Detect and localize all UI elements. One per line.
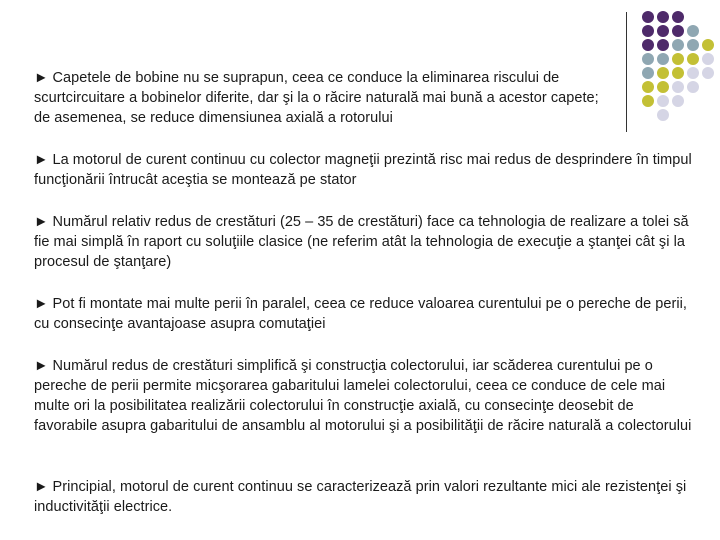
bullet-paragraph-1	[34, 68, 614, 128]
bullet-paragraph-6	[34, 477, 694, 517]
dot	[642, 53, 654, 65]
bullet-marker: ►	[34, 296, 49, 312]
dot	[642, 81, 654, 93]
paragraph-text: La motorul de curent continuu cu colector magneţii prezintă risc mai redus de desprindere în timpul funcţionării întrucât aceştia se montează pe stator	[34, 152, 692, 188]
dot	[657, 81, 669, 93]
bullet-paragraph-3	[34, 212, 696, 272]
paragraph-text: Numărul redus de crestături simplifică şi construcţia colectorului, iar scăderea curentului pe o pereche de perii permite micşorarea gabaritului lamelei colectorului, ceea ce conduce de cele mai multe ori la posibilitatea realizării colectorului în construcţie axială, cu consecinţe deosebit de favorabile asupra gabaritului de ansamblu al motorului şi a posibilităţii de răcire naturală a colectorului	[34, 358, 692, 434]
dot	[702, 53, 714, 65]
dot	[657, 53, 669, 65]
bullet-marker: ►	[34, 358, 49, 374]
dot	[672, 39, 684, 51]
dot	[702, 39, 714, 51]
dot	[672, 53, 684, 65]
dot	[657, 109, 669, 121]
dot	[657, 11, 669, 23]
dot	[642, 67, 654, 79]
dot	[687, 67, 699, 79]
bullet-marker: ►	[34, 70, 49, 86]
dot	[642, 95, 654, 107]
bullet-paragraph-2	[34, 150, 694, 190]
dot	[687, 25, 699, 37]
dot	[702, 67, 714, 79]
dot	[642, 11, 654, 23]
dot	[672, 95, 684, 107]
dot	[672, 81, 684, 93]
vertical-divider-line	[626, 12, 627, 132]
paragraph-text: Numărul relativ redus de crestături (25 – 35 de crestături) face ca tehnologia de realizare a tolei să fie mai simplă în raport cu soluţiile clasice (ne referim atât la tehnologia de execuţie a ştanţei cât şi la procesul de ştanţare)	[34, 214, 689, 270]
dot	[642, 39, 654, 51]
bullet-marker: ►	[34, 152, 49, 168]
bullet-paragraph-4	[34, 294, 694, 334]
dot	[672, 67, 684, 79]
paragraph-text: Pot fi montate mai multe perii în paralel, ceea ce reduce valoarea curentului pe o pereche de perii, cu consecinţe avantajoase asupra comutaţiei	[34, 296, 687, 332]
dot	[657, 67, 669, 79]
dot	[687, 53, 699, 65]
dot	[687, 39, 699, 51]
bullet-marker: ►	[34, 214, 49, 230]
dot	[642, 25, 654, 37]
bullet-marker: ►	[34, 479, 49, 495]
paragraph-text: Capetele de bobine nu se suprapun, ceea ce conduce la eliminarea riscului de scurtcircuitare a bobinelor diferite, dar şi la o răcire naturală mai bună a acestor capete; de asemenea, se reduce dimensiunea axială a rotorului	[34, 70, 599, 126]
dot	[657, 95, 669, 107]
dot	[657, 25, 669, 37]
dot	[687, 81, 699, 93]
bullet-paragraph-5	[34, 356, 694, 436]
paragraph-text: Principial, motorul de curent continuu se caracterizează prin valori rezultante mici ale rezistenţei şi inductivităţii electrice.	[34, 479, 687, 515]
dot	[657, 39, 669, 51]
dot	[672, 25, 684, 37]
dot	[672, 11, 684, 23]
